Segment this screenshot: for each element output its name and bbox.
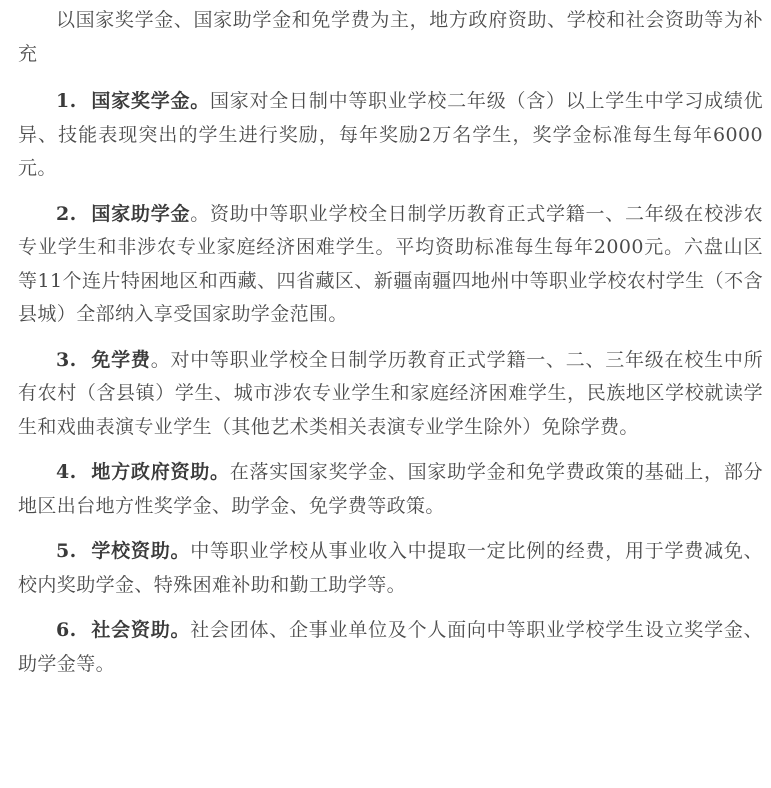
item-title: 社会资助。 — [91, 619, 191, 641]
item-local-government-aid — [18, 456, 763, 523]
item-social-aid — [18, 614, 763, 681]
item-title: 国家助学金 — [91, 202, 191, 225]
intro-paragraph: 以国家奖学金、国家助学金和免学费为主，地方政府资助、学校和社会资助等为补充 — [18, 9, 763, 65]
item-title: 地方政府资助。 — [91, 461, 230, 483]
item-title: 学校资助。 — [91, 540, 191, 562]
item-title: 免学费 — [91, 348, 151, 371]
item-title: 国家奖学金。 — [91, 90, 210, 112]
item-body: 中等职业学校从事业收入中提取一定比例的经费，用于学费减免、校内奖助学金、特殊困难补助和勤工助学等。 — [18, 540, 763, 596]
item-body: 。资助中等职业学校全日制学历教育正式学籍一、二年级在校涉农专业学生和非涉农专业家庭经济困难学生。平均资助标准每生每年2000元。六盘山区等11个连片特困地区和西藏、四省藏区、新疆南疆四地州中等职业学校农村学生（不含县城）全部纳入享受国家助学金范围。 — [18, 202, 763, 325]
item-body: 国家对全日制中等职业学校二年级（含）以上学生中学习成绩优异、技能表现突出的学生进行奖励，每年奖励2万名学生，奖学金标准每生每年6000元。 — [18, 90, 764, 179]
item-number: 6. — [56, 619, 77, 641]
item-national-grant — [18, 198, 763, 332]
item-heading — [56, 540, 190, 562]
item-body: 社会团体、企事业单位及个人面向中等职业学校学生设立奖学金、助学金等。 — [18, 619, 763, 675]
item-number: 3. — [56, 348, 77, 371]
item-heading — [56, 203, 190, 225]
item-number: 4. — [56, 461, 77, 483]
item-body: 。对中等职业学校全日制学历教育正式学籍一、二、三年级在校生中所有农村（含县镇）学生、城市涉农专业学生和家庭经济困难学生，民族地区学校就读学生和戏曲表演专业学生（其他艺术类相关表演专业学生除外）免除学费。 — [18, 348, 764, 438]
item-tuition-free — [18, 344, 763, 445]
item-heading — [56, 619, 190, 641]
item-number: 1. — [56, 90, 77, 112]
item-heading — [56, 461, 230, 483]
item-heading — [56, 349, 151, 371]
item-number: 5. — [56, 540, 77, 562]
item-national-scholarship — [18, 85, 763, 186]
item-body: 在落实国家奖学金、国家助学金和免学费政策的基础上，部分地区出台地方性奖学金、助学金、免学费等政策。 — [18, 461, 763, 517]
item-number: 2. — [56, 202, 77, 225]
item-heading — [56, 90, 210, 112]
item-school-aid — [18, 535, 763, 602]
